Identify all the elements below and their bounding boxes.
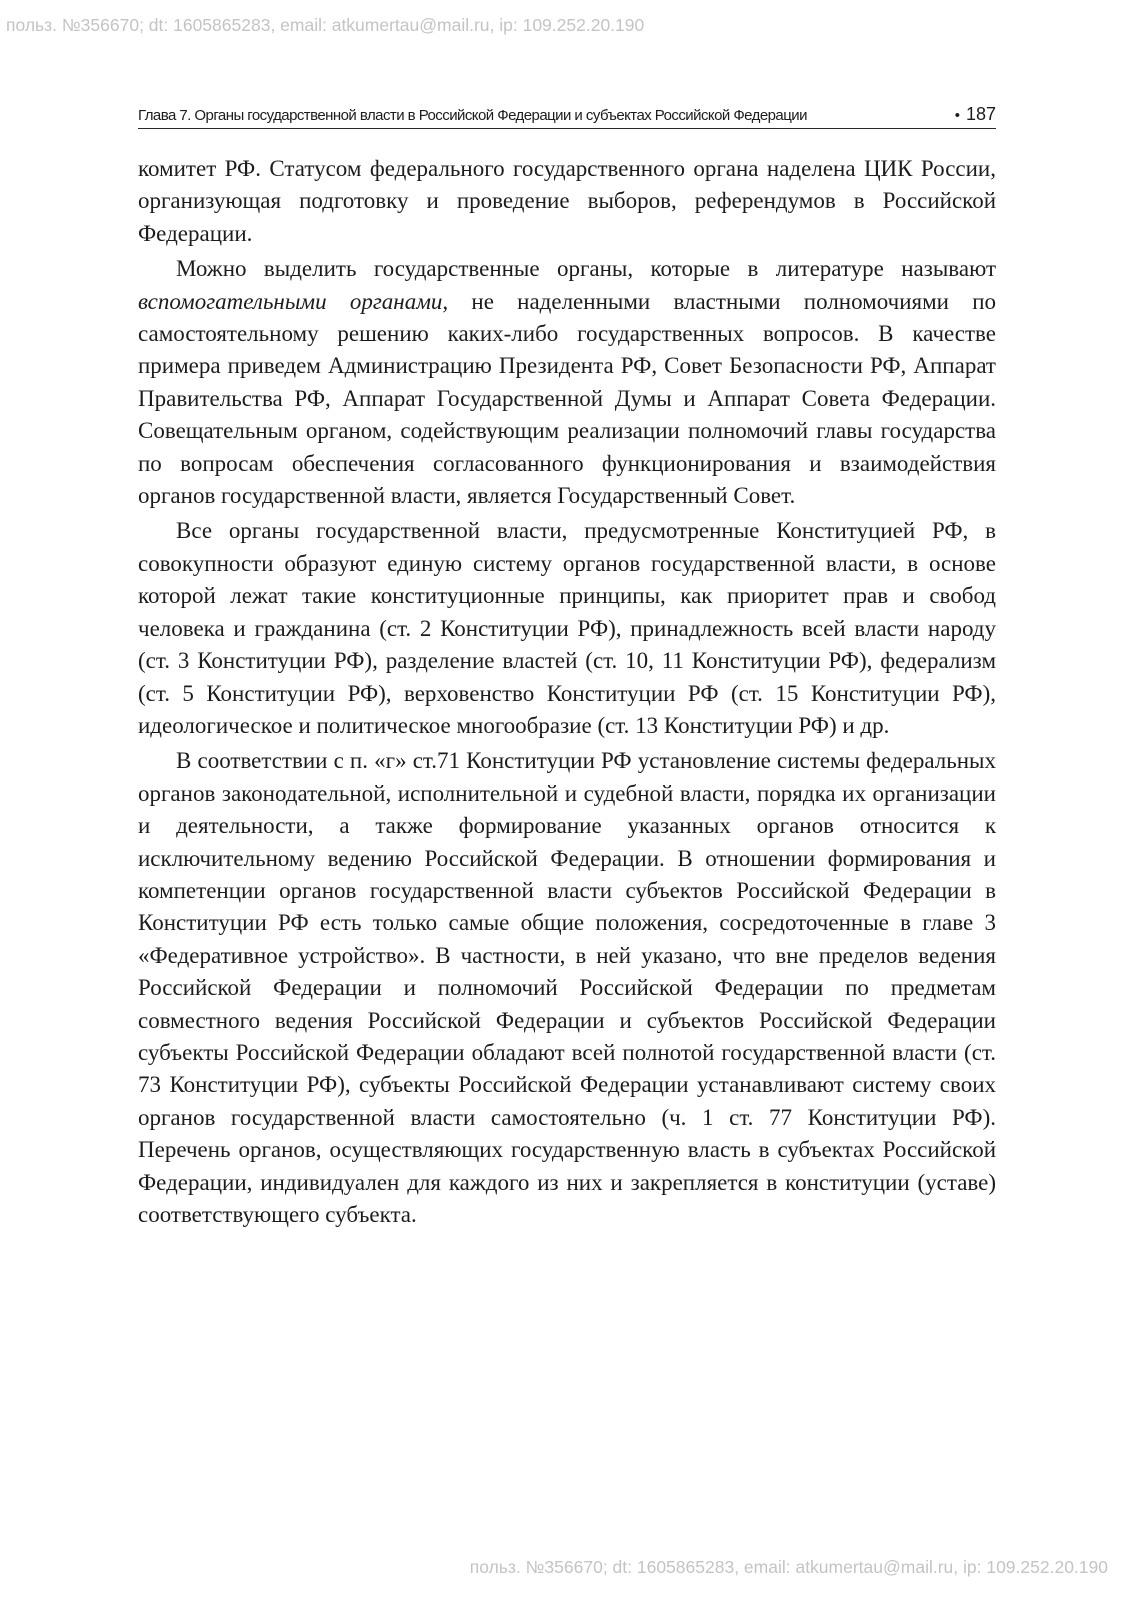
bullet-separator: •	[954, 107, 960, 124]
page-body	[138, 153, 996, 1234]
paragraph-2-text-start: Можно выделить государственные органы, которые в литературе называют	[176, 256, 996, 282]
running-head-page	[949, 104, 996, 125]
running-head-title: Глава 7. Органы государственной власти в Российской Федерации и субъектах Российской Федерации	[138, 107, 807, 124]
paragraph-2-text-end: не наделенными властными полномочиями по самостоятельному решению каких-либо государственных вопросов. В качестве примера приведем Администрацию Президента РФ, Совет Безопасности РФ, Аппарат Правительства РФ, Аппарат Государственной Думы и Аппарат Совета Федерации. Совещательным органом, содействующим реализации полномочий главы государства по вопросам обеспечения согласованного функционирования и взаимодействия органов государственной власти, является Государственный Совет.	[138, 288, 996, 509]
watermark-top: польз. №356670; dt: 1605865283, email: atkumertau@mail.ru, ip: 109.252.20.190	[6, 15, 645, 35]
paragraph-3: Все органы государственной власти, предусмотренные Конституцией РФ, в совокупности образуют единую систему органов государственной власти, в основе которой лежат такие конституционные принципы, как приоритет прав и свобод человека и гражданина (ст. 2 Конституции РФ), принадлежность всей власти народу (ст. 3 Конституции РФ), разделение властей (ст. 10, 11 Конституции РФ), федерализм (ст. 5 Конституции РФ), верховенство Конституции РФ (ст. 15 Конституции РФ), идеологическое и политическое многообразие (ст. 13 Конституции РФ) и др.	[138, 518, 996, 738]
running-head	[138, 104, 996, 129]
paragraph-4: В соответствии с п. «г» ст.71 Конституции РФ установление системы федеральных органов законодательной, исполнительной и судебной власти, порядка их организации и деятельности, а также формирование указанных органов относится к исключительному ведению Российской Федерации. В отношении формирования и компетенции органов государственной власти субъектов Российской Федерации в Конституции РФ есть только самые общие положения, сосредоточенные в главе 3 «Федеративное устройство». В частности, в ней указано, что вне пределов ведения Российской Федерации и полномочий Российской Федерации по предметам совместного ведения Российской Федерации и субъектов Российской Федерации субъекты Российской Федерации обладают всей полнотой государственной власти (ст. 73 Конституции РФ), субъекты Российской Федерации устанавливают систему своих органов государственной власти самостоятельно (ч. 1 ст. 77 Конституции РФ). Перечень органов, осуществляющих государственную власть в субъектах Российской Федерации, индивидуален для каждого из них и закрепляется в конституции (уставе) соответствующего субъекта.	[138, 748, 996, 1227]
page-number: 187	[965, 104, 996, 124]
paragraph-2	[138, 253, 996, 512]
watermark-bottom: польз. №356670; dt: 1605865283, email: atkumertau@mail.ru, ip: 109.252.20.190	[469, 1557, 1108, 1577]
paragraph-1: комитет РФ. Статусом федерального государственного органа наделена ЦИК России, организующая подготовку и проведение выборов, референдумов в Российской Федерации.	[138, 156, 996, 246]
emphasized-term: вспомогательными органами,	[138, 288, 449, 314]
